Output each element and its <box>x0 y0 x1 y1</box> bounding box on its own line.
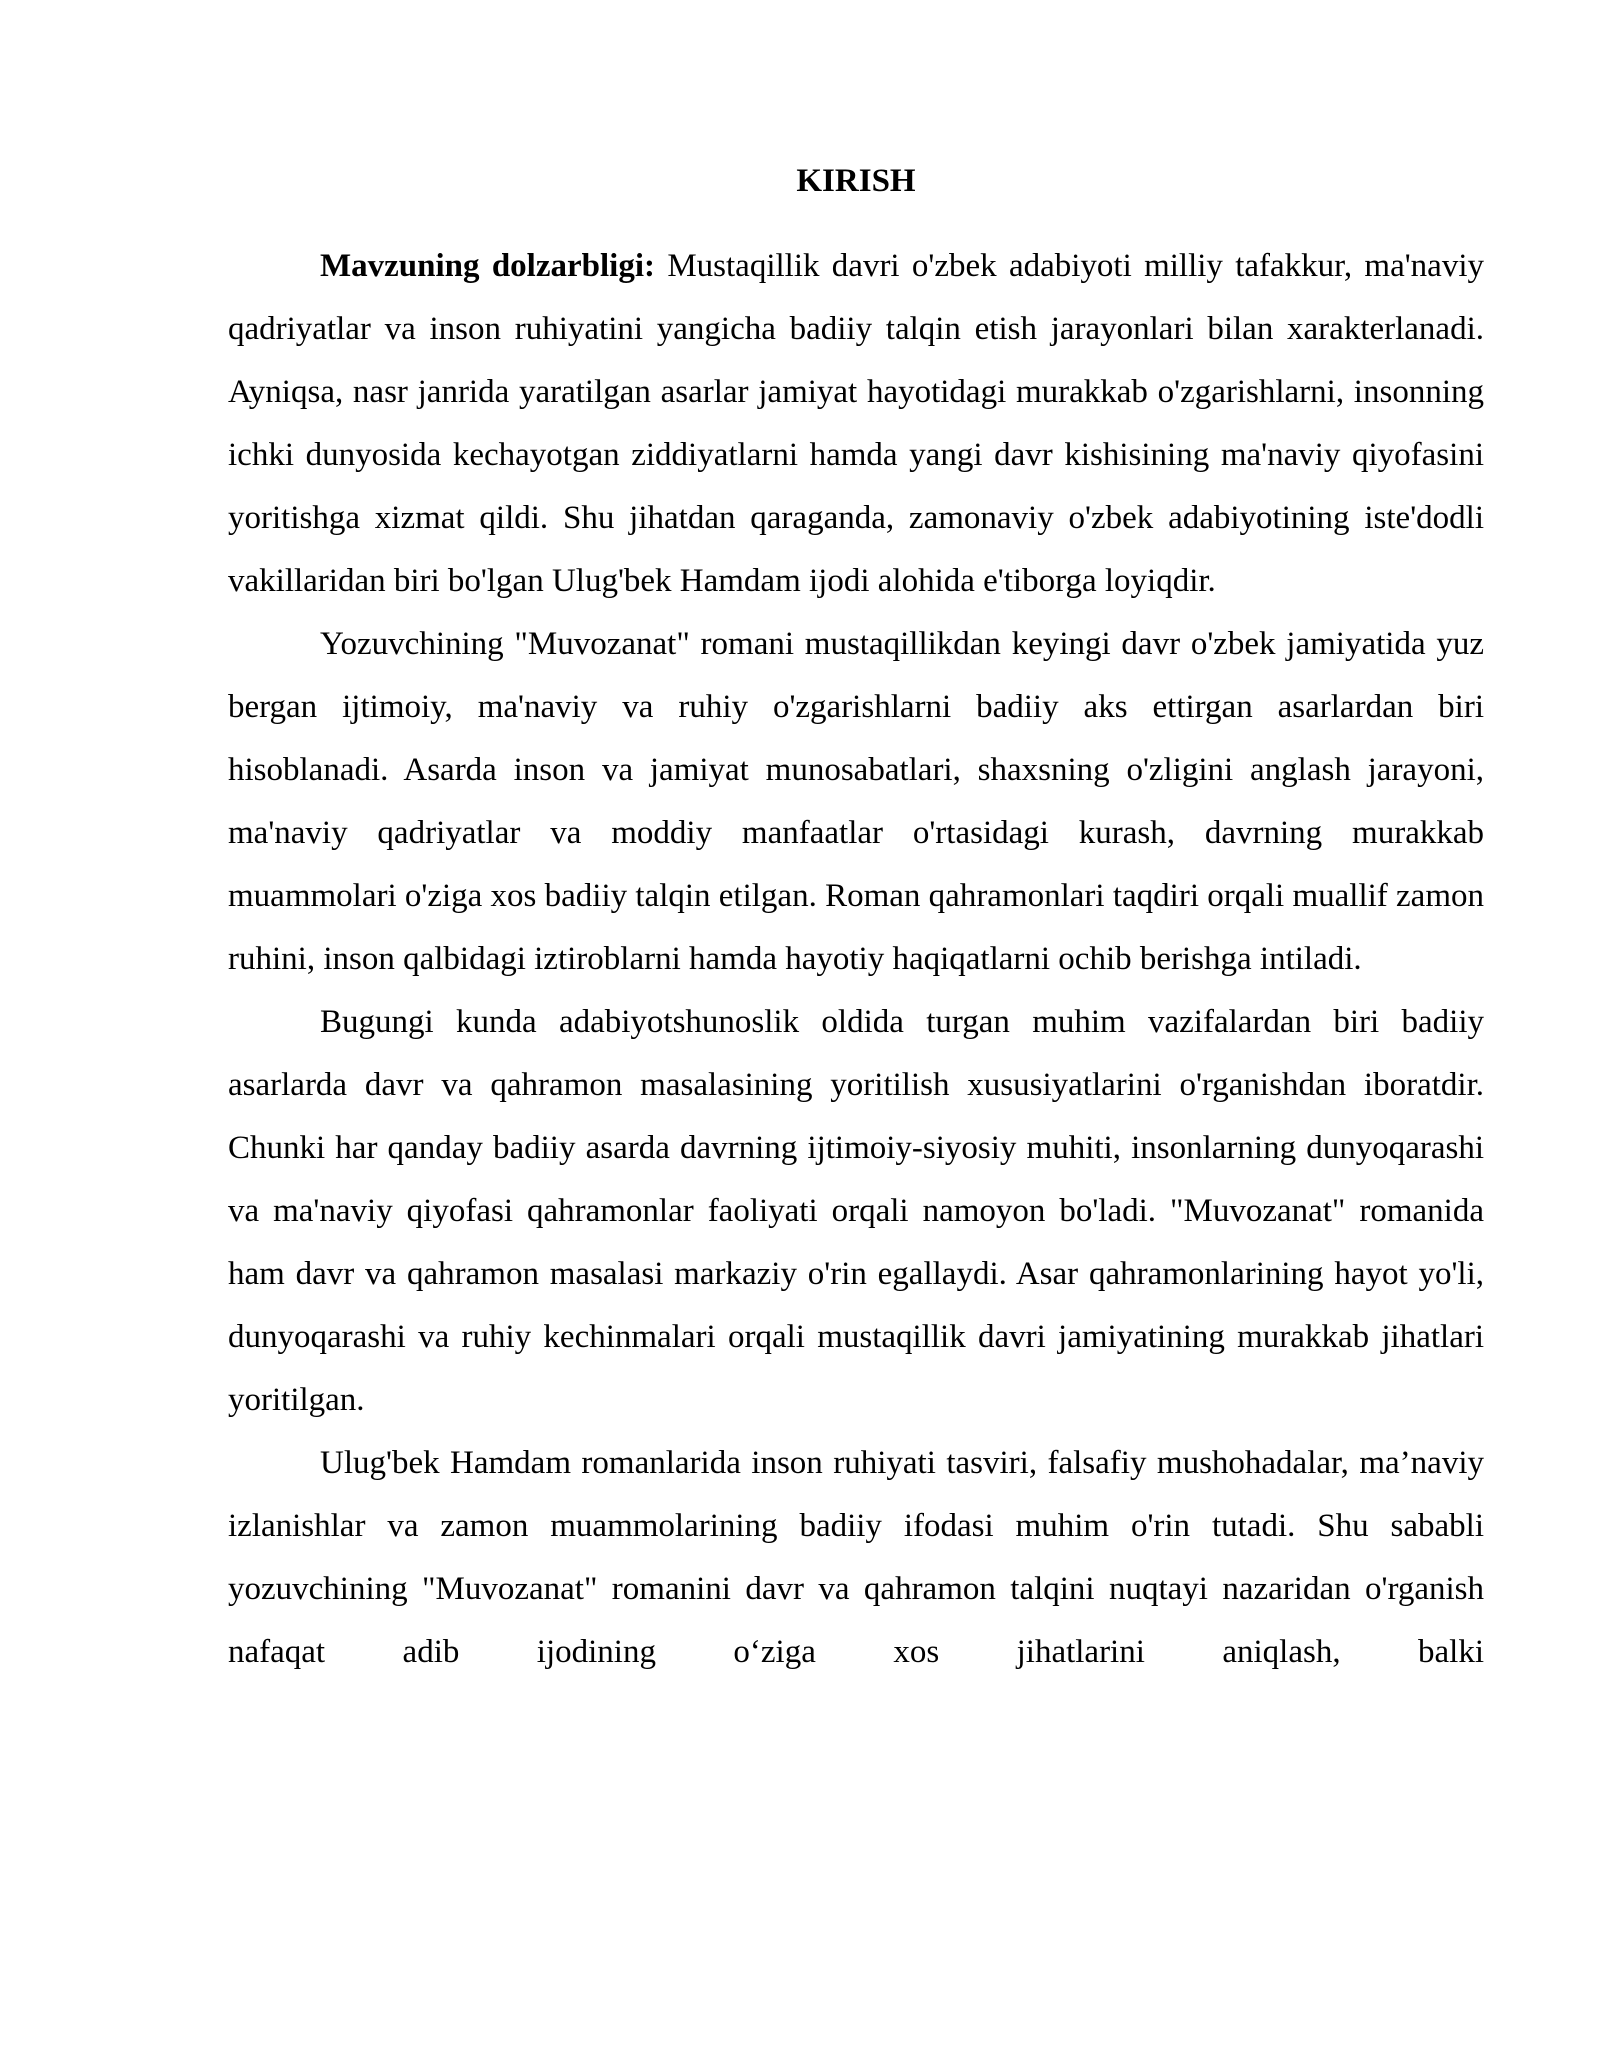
page-title: KIRISH <box>796 163 916 199</box>
paragraph-relevance <box>228 235 1484 613</box>
document-body <box>228 150 1484 1684</box>
paragraph-lead: Mavzuning dolzarbligi: <box>320 248 655 284</box>
paragraph-author-novels: Ulug'bek Hamdam romanlarida inson ruhiyati tasviri, falsafiy mushohadalar, ma’naviy izlanishlar va zamon muammolarining badiiy ifodasi muhim o'rin tutadi. Shu sababli yozuvchining "Muvozanat" romanini davr va qahramon talqini nuqtayi nazaridan o'rganish nafaqat adib ijodining o‘ziga xos jihatlarini aniqlash, balki <box>228 1445 1484 1670</box>
paragraph-research-task: Bugungi kunda adabiyotshunoslik oldida turgan muhim vazifalardan biri badiiy asarlarda davr va qahramon masalasining yoritilish xususiyatlarini o'rganishdan iboratdir. Chunki har qanday badiiy asarda davrning ijtimoiy-siyosiy muhiti, insonlarning dunyoqarashi va ma'naviy qiyofasi qahramonlar faoliyati orqali namoyon bo'ladi. "Muvozanat" romanida ham davr va qahramon masalasi markaziy o'rin egallaydi. Asar qahramonlarining hayot yo'li, dunyoqarashi va ruhiy kechinmalari orqali mustaqillik davri jamiyatining murakkab jihatlari yoritilgan. <box>228 1004 1484 1418</box>
paragraph-novel-overview: Yozuvchining "Muvozanat" romani mustaqillikdan keyingi davr o'zbek jamiyatida yuz bergan ijtimoiy, ma'naviy va ruhiy o'zgarishlarni badiiy aks ettirgan asarlardan biri hisoblanadi. Asarda inson va jamiyat munosabatlari, shaxsning o'zligini anglash jarayoni, ma'naviy qadriyatlar va moddiy manfaatlar o'rtasidagi kurash, davrning murakkab muammolari o'ziga xos badiiy talqin etilgan. Roman qahramonlari taqdiri orqali muallif zamon ruhini, inson qalbidagi iztiroblarni hamda hayotiy haqiqatlarni ochib berishga intiladi. <box>228 626 1484 977</box>
paragraph-text: Mustaqillik davri o'zbek adabiyoti milliy tafakkur, ma'naviy qadriyatlar va inson ruhiyatini yangicha badiiy talqin etish jarayonlari bilan xarakterlanadi. Ayniqsa, nasr janrida yaratilgan asarlar jamiyat hayotidagi murakkab o'zgarishlarni, insonning ichki dunyosida kechayotgan ziddiyatlarni hamda yangi davr kishisining ma'naviy qiyofasini yoritishga xizmat qildi. Shu jihatdan qaraganda, zamonaviy o'zbek adabiyotining iste'dodli vakillaridan biri bo'lgan Ulug'bek Hamdam ijodi alohida e'tiborga loyiqdir. <box>228 248 1484 599</box>
